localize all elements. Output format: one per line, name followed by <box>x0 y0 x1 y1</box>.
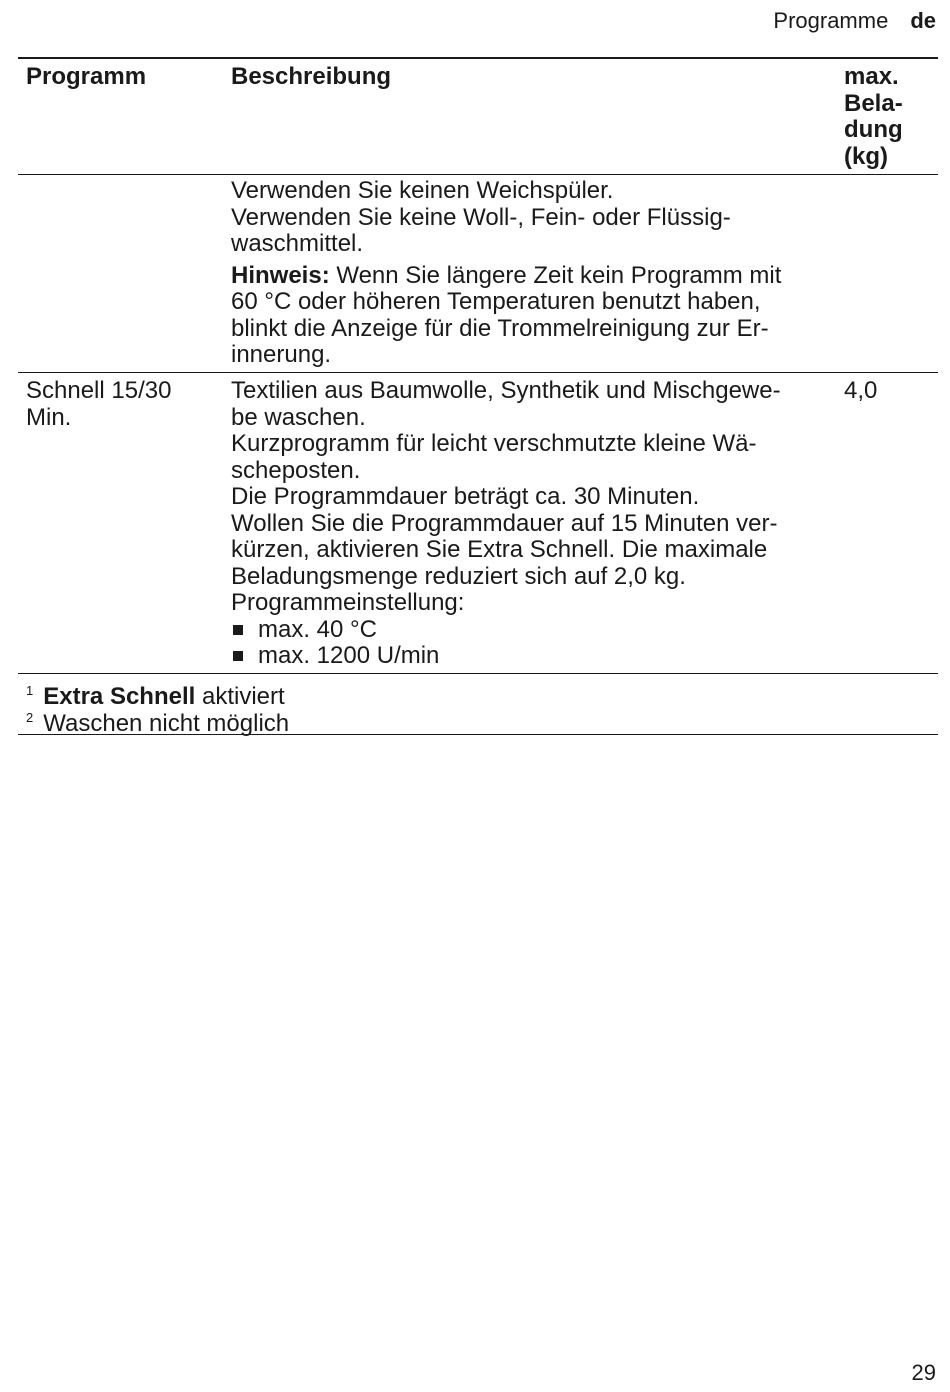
footnote-text: aktiviert <box>195 683 285 710</box>
note-line: innerung. <box>231 341 332 368</box>
language-code: de <box>910 8 936 33</box>
footnote-mark: 2 <box>26 710 34 725</box>
note-line: blinkt die Anzeige für die Trommelreinigung zur Er- <box>231 314 769 342</box>
description-line: Beladungsmenge reduziert sich auf 2,0 kg. <box>231 562 686 590</box>
header-beladung-line: max. <box>844 63 899 90</box>
header-beladung-line: Bela- <box>844 89 903 117</box>
table-row-continued <box>18 175 938 372</box>
continued-description <box>231 178 831 369</box>
description-line: kürzen, aktivieren Sie Extra Schnell. Die maximale <box>231 536 768 563</box>
footnote-mark: 1 <box>26 683 34 698</box>
table-row-schnell <box>18 373 938 673</box>
footnote <box>26 704 289 737</box>
header-beschreibung: Beschreibung <box>231 63 392 90</box>
header-beladung-line: dung <box>844 116 903 143</box>
settings-item <box>231 643 831 670</box>
program-description <box>231 378 831 670</box>
section-title: Programme <box>773 8 889 33</box>
settings-item <box>231 617 831 644</box>
description-line: Kurzprogramm für leicht verschmutzte kleine Wä- <box>231 430 757 457</box>
header-beladung-line: (kg) <box>844 142 888 170</box>
program-name-line: Schnell 15/30 <box>26 377 172 404</box>
program-table <box>18 57 938 735</box>
square-bullet-icon <box>233 651 243 661</box>
table-header-row <box>18 59 938 174</box>
program-name <box>26 378 221 431</box>
footnotes <box>18 674 938 737</box>
description-line: Die Programmdauer beträgt ca. 30 Minuten. <box>231 483 700 510</box>
note-line <box>231 263 831 290</box>
description-line: be waschen. <box>231 403 366 431</box>
description-line: waschmittel. <box>231 230 364 257</box>
page-number: 29 <box>911 1360 936 1385</box>
header-beladung <box>844 64 934 170</box>
footnote-text: Waschen nicht möglich <box>43 710 290 737</box>
page-header <box>773 8 936 34</box>
description-line: Verwenden Sie keine Woll-, Fein- oder Flüssig- <box>231 203 731 231</box>
settings-text: max. 40 °C <box>258 615 377 643</box>
square-bullet-icon <box>233 625 243 635</box>
description-line: Wollen Sie die Programmdauer auf 15 Minuten ver- <box>231 509 778 537</box>
description-line: scheposten. <box>231 456 361 484</box>
footnote-bold: Extra Schnell <box>43 683 196 710</box>
settings-text: max. 1200 U/min <box>258 642 440 669</box>
note-label: Hinweis: <box>231 261 330 289</box>
settings-list <box>231 617 831 670</box>
program-name-line: Min. <box>26 403 72 431</box>
description-line: Verwenden Sie keinen Weichspüler. <box>231 177 614 204</box>
description-line: Programmeinstellung: <box>231 589 465 616</box>
description-line: Textilien aus Baumwolle, Synthetik und Mischgewe- <box>231 377 781 404</box>
note-line: 60 °C oder höheren Temperaturen benutzt haben, <box>231 288 761 315</box>
header-programm: Programm <box>26 63 147 90</box>
note-text: Wenn Sie längere Zeit kein Programm mit <box>329 261 782 289</box>
max-load-value: 4,0 <box>844 377 878 404</box>
